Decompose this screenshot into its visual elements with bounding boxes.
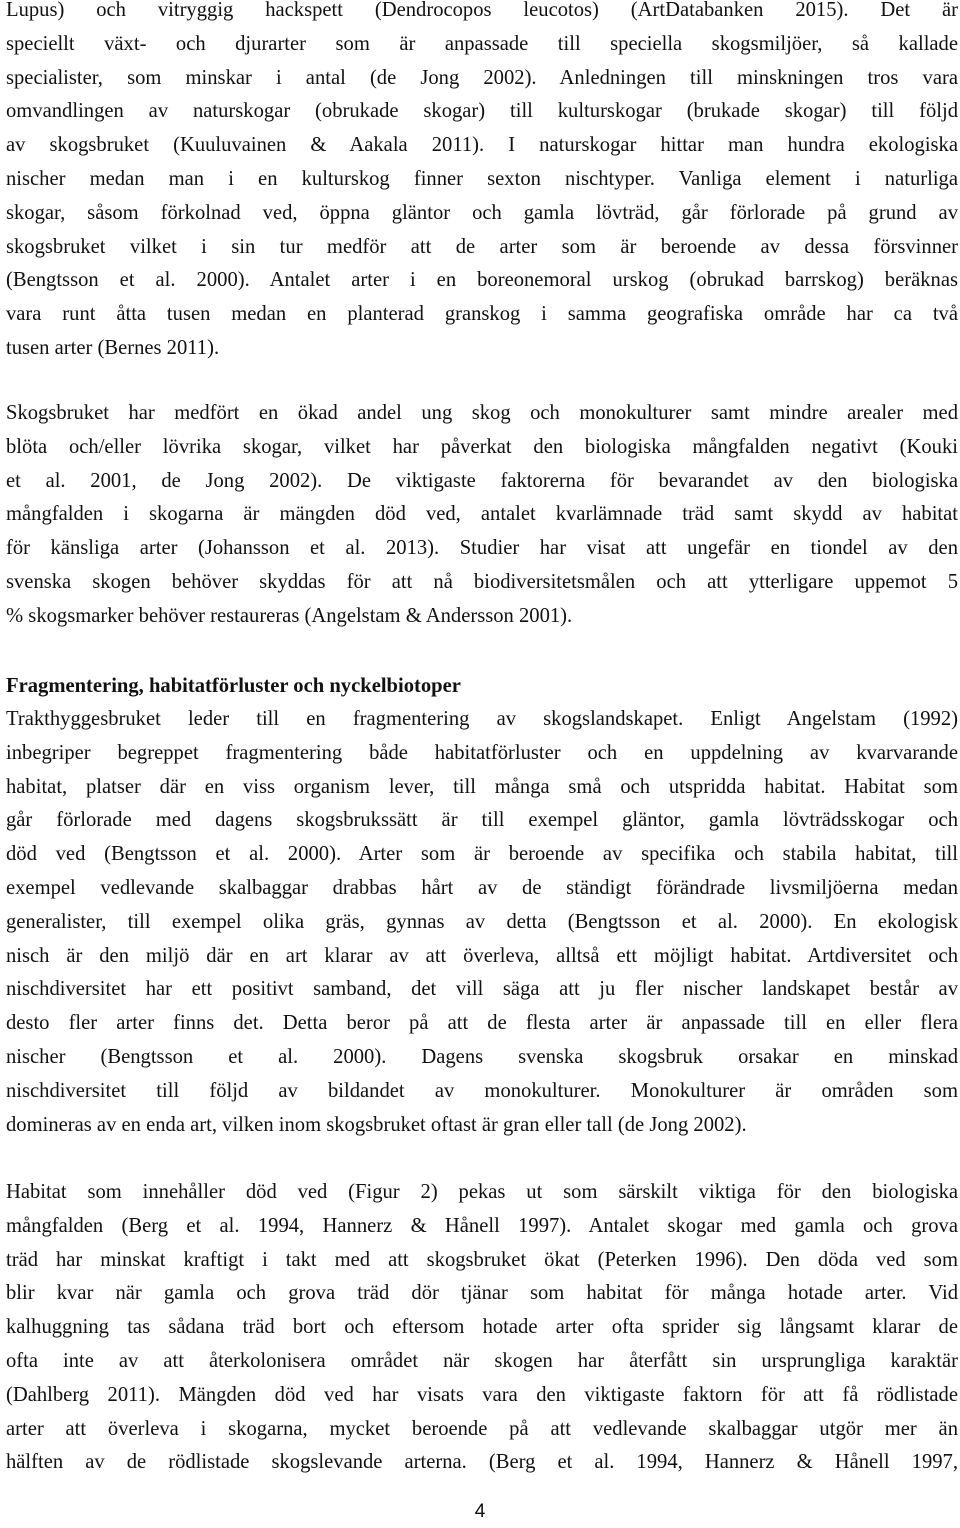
text-line: domineras av en enda art, vilken inom skogsbruket oftast är gran eller tall (de Jong 2002). bbox=[6, 1113, 747, 1136]
text-line: går förlorade med dagens skogsbrukssätt är till exempel gläntor, gamla lövträdsskogar och bbox=[6, 809, 958, 832]
text-line: (Dahlberg 2011). Mängden död ved har visats vara den viktigaste faktorn för att få rödlistade bbox=[6, 1383, 958, 1406]
text-line: kalhuggning tas sådana träd bort och eftersom hotade arter ofta sprider sig långsamt klarar de bbox=[6, 1316, 958, 1339]
text-line: exempel vedlevande skalbaggar drabbas hårt av de ständigt förändrade livsmiljöerna medan bbox=[6, 876, 958, 899]
page-number: 4 bbox=[474, 1501, 486, 1522]
text-line: hälften av de rödlistade skogslevande arterna. (Berg et al. 1994, Hannerz & Hånell 1997, bbox=[6, 1451, 958, 1474]
text-line: omvandlingen av naturskogar (obrukade skogar) till kulturskogar (brukade skogar) till följd bbox=[6, 100, 958, 123]
paragraph-2 bbox=[6, 397, 958, 634]
text-line: Trakthyggesbruket leder till en fragmentering av skogslandskapet. Enligt Angelstam (1992) bbox=[6, 708, 958, 730]
text-line: nischdiversitet har ett positivt samband, det vill säga att ju fler nischer landskapet består av bbox=[6, 978, 958, 1001]
text-line: nisch är den miljö där en art klarar av att överleva, alltså ett möjligt habitat. Artdiversitet och bbox=[6, 944, 958, 967]
paragraph-1 bbox=[6, 0, 958, 366]
text-line: Skogsbruket har medfört en ökad andel ung skog och monokulturer samt mindre arealer med bbox=[6, 402, 958, 424]
text-line: död ved (Bengtsson et al. 2000). Arter som är beroende av specifika och stabila habitat, till bbox=[6, 843, 958, 866]
text-line: nischer medan man i en kulturskog finner sexton nischtyper. Vanliga element i naturliga bbox=[6, 167, 958, 190]
text-line: blöta och/eller lövrika skogar, vilket har påverkat den biologiska mångfalden negativt (Kouki bbox=[6, 435, 958, 458]
text-line: för känsliga arter (Johansson et al. 2013). Studier har visat att ungefär en tiondel av den bbox=[6, 537, 958, 560]
text-line: vara runt åtta tusen medan en planterad granskog i samma geografiska område har ca två bbox=[6, 303, 958, 326]
text-line: ofta inte av att återkolonisera området när skogen har återfått sin ursprungliga karaktär bbox=[6, 1349, 958, 1372]
text-line: blir kvar när gamla och grova träd dör tjänar som habitat för många hotade arter. Vid bbox=[6, 1282, 958, 1305]
text-line: tusen arter (Bernes 2011). bbox=[6, 336, 220, 359]
paragraph-3 bbox=[6, 703, 958, 1142]
text-line: skogar, såsom förkolnad ved, öppna gläntor och gamla lövträd, går förlorade på grund av bbox=[6, 201, 958, 224]
text-line: arter att överleva i skogarna, mycket beroende på att vedlevande skalbaggar utgör mer än bbox=[6, 1417, 958, 1440]
text-line: (Bengtsson et al. 2000). Antalet arter i en boreonemoral urskog (obrukad barrskog) beräknas bbox=[6, 269, 958, 292]
text-line: et al. 2001, de Jong 2002). De viktigaste faktorerna för bevarandet av den biologiska bbox=[6, 469, 958, 492]
text-line: Lupus) och vitryggig hackspett (Dendrocopos leucotos) (ArtDatabanken 2015). Det är bbox=[6, 0, 958, 21]
text-line: träd har minskat kraftigt i takt med att skogsbruket ökat (Peterken 1996). Den döda ved som bbox=[6, 1248, 958, 1271]
text-line: skogsbruket vilket i sin tur medför att de arter som är beroende av dessa försvinner bbox=[6, 235, 958, 258]
text-line: desto fler arter finns det. Detta beror på att de flesta arter är anpassade till en eller flera bbox=[6, 1012, 958, 1035]
text-line: mångfalden (Berg et al. 1994, Hannerz & Hånell 1997). Antalet skogar med gamla och grova bbox=[6, 1214, 958, 1237]
text-line: nischer (Bengtsson et al. 2000). Dagens svenska skogsbruk orsakar en minskad bbox=[6, 1045, 958, 1068]
text-line: specialister, som minskar i antal (de Jong 2002). Anledningen till minskningen tros vara bbox=[6, 66, 958, 89]
paragraph-4 bbox=[6, 1176, 958, 1480]
text-line: svenska skogen behöver skyddas för att nå biodiversitetsmålen och att ytterligare uppemot 5 bbox=[6, 570, 958, 593]
section-heading: Fragmentering, habitatförluster och nyckelbiotoper bbox=[6, 675, 461, 697]
text-line: inbegriper begreppet fragmentering både habitatförluster och en uppdelning av kvarvarande bbox=[6, 741, 958, 764]
text-line: mångfalden i skogarna är mängden död ved, antalet kvarlämnade träd samt skydd av habitat bbox=[6, 503, 958, 526]
text-line: nischdiversitet till följd av bildandet av monokulturer. Monokulturer är områden som bbox=[6, 1079, 958, 1102]
text-line: % skogsmarker behöver restaureras (Angelstam & Andersson 2001). bbox=[6, 604, 573, 627]
text-line: habitat, platser där en viss organism lever, till många små och utspridda habitat. Habitat som bbox=[6, 775, 958, 798]
text-line: Habitat som innehåller död ved (Figur 2) pekas ut som särskilt viktiga för den biologiska bbox=[6, 1181, 958, 1203]
text-line: generalister, till exempel olika gräs, gynnas av detta (Bengtsson et al. 2000). En ekologisk bbox=[6, 910, 958, 933]
text-line: av skogsbruket (Kuuluvainen & Aakala 2011). I naturskogar hittar man hundra ekologiska bbox=[6, 134, 958, 157]
text-line: speciellt växt- och djurarter som är anpassade till speciella skogsmiljöer, så kallade bbox=[6, 32, 958, 55]
